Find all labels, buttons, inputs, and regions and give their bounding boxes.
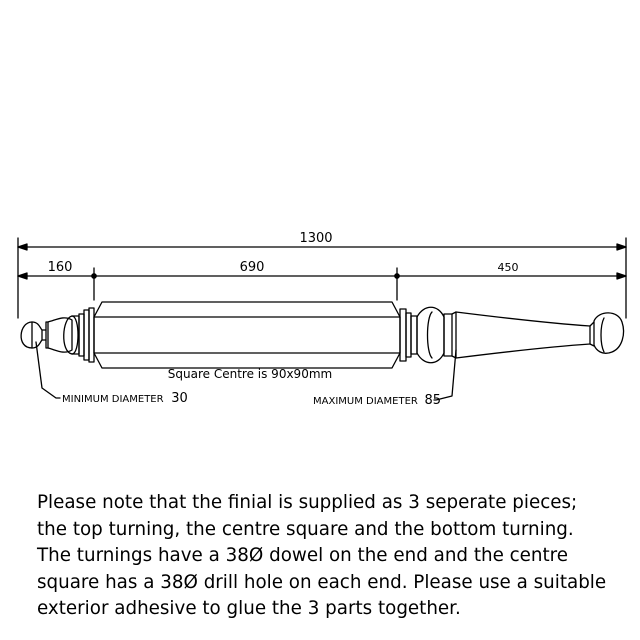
maximum-diameter-value: 85: [424, 393, 442, 408]
segment-dimension-line: [18, 268, 626, 300]
note-line: square has a 38Ø drill hole on each end. Please use a suitable: [37, 571, 607, 593]
note-line: the top turning, the centre square and the bottom turning.: [37, 518, 574, 540]
note-line: Please note that the finial is supplied as 3 seperate pieces;: [37, 492, 578, 513]
centre-square-label: Square Centre is 90x90mm: [167, 367, 333, 381]
bottom-turning: [400, 307, 624, 363]
minimum-diameter-text: MINIMUM DIAMETER: [62, 394, 164, 405]
note-line: exterior adhesive to glue the 3 parts together.: [37, 598, 461, 619]
minimum-diameter-label: [62, 391, 188, 406]
centre-square: [94, 302, 400, 368]
centre-square-dimension: 690: [239, 260, 265, 275]
minimum-diameter-value: 30: [171, 391, 188, 406]
top-turning-dimension: 160: [47, 260, 73, 275]
overall-dimension-line: [18, 238, 626, 318]
top-turning: [21, 308, 94, 362]
installation-note: [37, 490, 633, 623]
maximum-diameter-label: [313, 393, 441, 408]
overall-dimension: 1300: [299, 231, 333, 246]
bottom-turning-dimension: 450: [497, 261, 519, 274]
note-line: The turnings have a 38Ø dowel on the end and the centre: [37, 545, 569, 566]
maximum-diameter-text: MAXIMUM DIAMETER: [313, 396, 418, 407]
